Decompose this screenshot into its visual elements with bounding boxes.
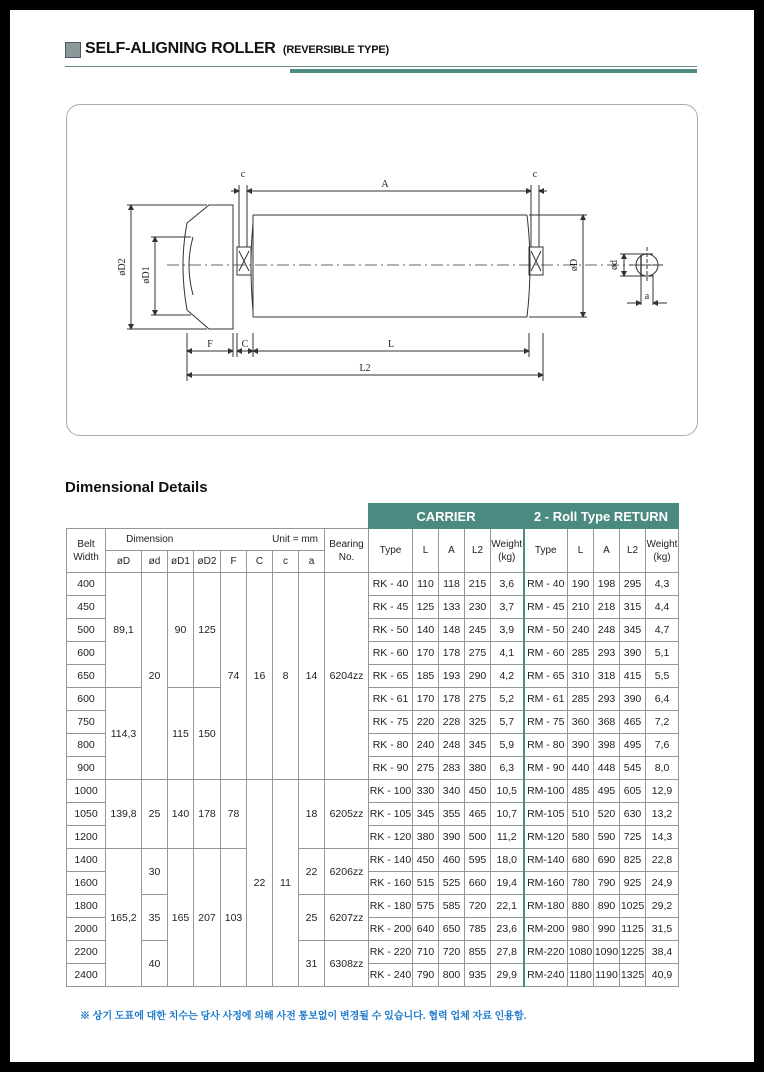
belt-width: 800 [67,734,106,757]
carrier-L2: 380 [465,757,491,780]
return-weight: 8,0 [646,757,679,780]
dim-a: 25 [299,895,325,941]
return-A: 218 [594,596,620,619]
carrier-weight: 6,3 [491,757,524,780]
dim-c: 8 [273,573,299,780]
belt-width: 600 [67,688,106,711]
dimension-table [66,503,679,987]
return-type: RM - 90 [524,757,568,780]
label-D1: øD1 [141,266,152,284]
carrier-weight: 29,9 [491,964,524,987]
dim-d: 35 [142,895,168,941]
return-L: 780 [568,872,594,895]
return-L2: 495 [620,734,646,757]
carrier-weight: 5,9 [491,734,524,757]
header-thin-rule [65,66,697,67]
return-weight: 4,7 [646,619,679,642]
return-type: RM-240 [524,964,568,987]
return-L2: 1025 [620,895,646,918]
carrier-L2: 450 [465,780,491,803]
dim-d: 20 [142,573,168,780]
return-header: 2 - Roll Type RETURN [524,504,679,529]
carrier-A: 178 [439,642,465,665]
return-weight: 4,3 [646,573,679,596]
dim-C: 16 [247,573,273,780]
belt-width: 1800 [67,895,106,918]
return-A: 398 [594,734,620,757]
return-A: 293 [594,688,620,711]
carrier-weight: 3,6 [491,573,524,596]
belt-width: 1000 [67,780,106,803]
return-weight: 31,5 [646,918,679,941]
return-type: RM-220 [524,941,568,964]
belt-width: 650 [67,665,106,688]
carrier-L: 515 [413,872,439,895]
dim-F: 78 [221,780,247,849]
return-type: RM - 50 [524,619,568,642]
carrier-A: 650 [439,918,465,941]
dim-D: 165,2 [106,849,142,987]
return-type: RM - 40 [524,573,568,596]
carrier-L: 170 [413,642,439,665]
carrier-A: 800 [439,964,465,987]
dim-D1: 140 [168,780,194,849]
return-L2: 725 [620,826,646,849]
carrier-A: 248 [439,734,465,757]
dim-D2: 178 [194,780,221,849]
return-L: 510 [568,803,594,826]
return-weight: 22,8 [646,849,679,872]
dim-bearing: 6308zz [325,941,369,987]
carrier-weight: 22,1 [491,895,524,918]
dim-D1: 115 [168,688,194,780]
return-L2: 1125 [620,918,646,941]
col-F: F [221,551,247,573]
col-c: c [273,551,299,573]
carrier-type: RK - 220 [369,941,413,964]
return-weight: 29,2 [646,895,679,918]
return-type: RM-105 [524,803,568,826]
dim-d: 40 [142,941,168,987]
return-type: RM-180 [524,895,568,918]
return-weight: 14,3 [646,826,679,849]
belt-width: 2400 [67,964,106,987]
tapered-end-cap [183,205,233,329]
section-title: Dimensional Details [65,479,208,496]
label-D2: øD2 [117,258,128,276]
label-L2: L2 [359,363,371,374]
carrier-A: 390 [439,826,465,849]
carrier-L2: 595 [465,849,491,872]
return-weight: 13,2 [646,803,679,826]
return-L: 190 [568,573,594,596]
carrier-type: RK - 240 [369,964,413,987]
return-weight: 40,9 [646,964,679,987]
return-L2: 315 [620,596,646,619]
return-A: 520 [594,803,620,826]
belt-width: 1050 [67,803,106,826]
return-type: RM - 80 [524,734,568,757]
return-A: 448 [594,757,620,780]
carrier-weight: 5,2 [491,688,524,711]
carrier-type: RK - 200 [369,918,413,941]
col-C: C [247,551,273,573]
footnote: ※ 상기 도표에 대한 치수는 당사 사정에 의해 사전 통보없이 변경될 수 있습니다. 협력 업체 자료 인용함. [80,1011,527,1022]
carrier-weight: 10,5 [491,780,524,803]
carrier-A: 118 [439,573,465,596]
carrier-L: 330 [413,780,439,803]
col-D: øD [106,551,142,573]
carrier-L: 575 [413,895,439,918]
label-A: A [381,179,389,190]
carrier-L: 790 [413,964,439,987]
belt-width: 900 [67,757,106,780]
return-A: 318 [594,665,620,688]
dim-c: 11 [273,780,299,987]
return-L2: 925 [620,872,646,895]
carrier-weight: 5,7 [491,711,524,734]
carrier-type: RK - 90 [369,757,413,780]
belt-width: 400 [67,573,106,596]
return-weight: 5,5 [646,665,679,688]
carrier-weight: 4,2 [491,665,524,688]
return-type: RM-120 [524,826,568,849]
return-A-header: A [594,529,620,573]
carrier-A: 355 [439,803,465,826]
return-A: 890 [594,895,620,918]
carrier-L: 240 [413,734,439,757]
dim-D2: 207 [194,849,221,987]
carrier-A: 340 [439,780,465,803]
return-type: RM-140 [524,849,568,872]
carrier-type: RK - 61 [369,688,413,711]
belt-width: 1600 [67,872,106,895]
carrier-L2-header: L2 [465,529,491,573]
title-square-icon [65,42,81,58]
carrier-L2: 275 [465,642,491,665]
carrier-L2: 245 [465,619,491,642]
return-A: 368 [594,711,620,734]
return-L2: 825 [620,849,646,872]
label-F: F [207,339,213,350]
carrier-L2: 465 [465,803,491,826]
label-L: L [387,339,395,350]
return-A: 248 [594,619,620,642]
dim-bearing: 6205zz [325,780,369,849]
return-L2: 630 [620,803,646,826]
carrier-L2: 500 [465,826,491,849]
dim-F: 74 [221,573,247,780]
belt-width: 1200 [67,826,106,849]
col-D2: øD2 [194,551,221,573]
return-L: 285 [568,688,594,711]
label-a: a [644,291,650,302]
carrier-L: 185 [413,665,439,688]
label-C: C [241,339,249,350]
return-type: RM - 45 [524,596,568,619]
carrier-L2: 935 [465,964,491,987]
return-L2: 1325 [620,964,646,987]
return-weight: 6,4 [646,688,679,711]
carrier-L: 140 [413,619,439,642]
return-L2: 415 [620,665,646,688]
carrier-A: 133 [439,596,465,619]
belt-width: 600 [67,642,106,665]
return-L: 210 [568,596,594,619]
carrier-L-header: L [413,529,439,573]
carrier-A: 148 [439,619,465,642]
carrier-header: CARRIER [369,504,524,529]
page-title: SELF-ALIGNING ROLLER (REVERSIBLE TYPE) [85,40,389,57]
carrier-A: 460 [439,849,465,872]
carrier-L2: 215 [465,573,491,596]
unit-header: Unit = mm [194,529,325,551]
return-L2: 545 [620,757,646,780]
carrier-weight: 3,7 [491,596,524,619]
carrier-type: RK - 50 [369,619,413,642]
carrier-L2: 230 [465,596,491,619]
carrier-type: RK - 60 [369,642,413,665]
carrier-A: 283 [439,757,465,780]
return-weight: 7,2 [646,711,679,734]
return-L: 285 [568,642,594,665]
return-A: 790 [594,872,620,895]
carrier-A: 193 [439,665,465,688]
carrier-L: 125 [413,596,439,619]
return-A: 293 [594,642,620,665]
carrier-A: 525 [439,872,465,895]
return-L: 390 [568,734,594,757]
carrier-L2: 345 [465,734,491,757]
dim-a: 18 [299,780,325,849]
carrier-weight: 19,4 [491,872,524,895]
return-L: 360 [568,711,594,734]
carrier-A: 585 [439,895,465,918]
belt-width-header: Belt Width [67,529,106,573]
return-L2-header: L2 [620,529,646,573]
carrier-weight: 27,8 [491,941,524,964]
dim-bearing: 6206zz [325,849,369,895]
return-weight: 24,9 [646,872,679,895]
return-L2: 390 [620,642,646,665]
carrier-weight: 10,7 [491,803,524,826]
carrier-type: RK - 65 [369,665,413,688]
carrier-A-header: A [439,529,465,573]
return-L: 240 [568,619,594,642]
carrier-weight: 18,0 [491,849,524,872]
return-type: RM-160 [524,872,568,895]
carrier-type: RK - 180 [369,895,413,918]
carrier-type: RK - 100 [369,780,413,803]
return-L2: 605 [620,780,646,803]
carrier-L: 345 [413,803,439,826]
carrier-type: RK - 120 [369,826,413,849]
return-L: 980 [568,918,594,941]
belt-width: 450 [67,596,106,619]
carrier-L: 170 [413,688,439,711]
technical-drawing [66,104,698,436]
carrier-A: 228 [439,711,465,734]
carrier-L: 220 [413,711,439,734]
return-A: 1190 [594,964,620,987]
dim-a: 22 [299,849,325,895]
label-D: øD [569,258,580,272]
return-L2: 295 [620,573,646,596]
carrier-L: 380 [413,826,439,849]
carrier-type: RK - 40 [369,573,413,596]
return-L: 440 [568,757,594,780]
col-D1: øD1 [168,551,194,573]
dim-a: 31 [299,941,325,987]
dim-C: 22 [247,780,273,987]
return-A: 590 [594,826,620,849]
return-A: 990 [594,918,620,941]
return-L: 310 [568,665,594,688]
carrier-weight: 23,6 [491,918,524,941]
return-L: 680 [568,849,594,872]
return-A: 690 [594,849,620,872]
carrier-weight-header: Weight (kg) [491,529,524,573]
return-A: 198 [594,573,620,596]
carrier-weight: 4,1 [491,642,524,665]
carrier-L2: 785 [465,918,491,941]
dim-d: 25 [142,780,168,849]
return-L-header: L [568,529,594,573]
return-L: 1080 [568,941,594,964]
return-type-header: Type [524,529,568,573]
return-A: 1090 [594,941,620,964]
carrier-L2: 855 [465,941,491,964]
dim-D2: 150 [194,688,221,780]
dim-D1: 90 [168,573,194,688]
carrier-L2: 325 [465,711,491,734]
carrier-L: 450 [413,849,439,872]
carrier-type: RK - 75 [369,711,413,734]
return-weight: 38,4 [646,941,679,964]
dim-a: 14 [299,573,325,780]
roller-drawing-svg [67,105,697,435]
return-A: 495 [594,780,620,803]
bearing-header: Bearing No. [325,529,369,573]
return-type: RM - 75 [524,711,568,734]
return-weight: 5,1 [646,642,679,665]
label-d: ød [609,260,620,270]
return-type: RM-200 [524,918,568,941]
dim-bearing: 6207zz [325,895,369,941]
carrier-L: 710 [413,941,439,964]
belt-width: 2000 [67,918,106,941]
dimension-header: Dimension [106,529,194,551]
carrier-type: RK - 80 [369,734,413,757]
return-L2: 465 [620,711,646,734]
carrier-type: RK - 105 [369,803,413,826]
carrier-L: 110 [413,573,439,596]
carrier-L2: 660 [465,872,491,895]
belt-width: 500 [67,619,106,642]
header-thick-rule [290,69,697,73]
dim-D1: 165 [168,849,194,987]
return-type: RM - 65 [524,665,568,688]
carrier-type: RK - 160 [369,872,413,895]
return-L2: 345 [620,619,646,642]
return-L2: 390 [620,688,646,711]
carrier-type-header: Type [369,529,413,573]
col-d: ød [142,551,168,573]
catalog-page [10,10,754,1062]
carrier-L: 275 [413,757,439,780]
belt-width: 750 [67,711,106,734]
carrier-L2: 275 [465,688,491,711]
return-L: 580 [568,826,594,849]
carrier-A: 178 [439,688,465,711]
belt-width: 1400 [67,849,106,872]
dim-D: 89,1 [106,573,142,688]
carrier-L2: 290 [465,665,491,688]
col-a: a [299,551,325,573]
dim-D: 114,3 [106,688,142,780]
dim-bearing: 6204zz [325,573,369,780]
dim-D: 139,8 [106,780,142,849]
return-weight-header: Weight (kg) [646,529,679,573]
return-type: RM - 61 [524,688,568,711]
return-weight: 12,9 [646,780,679,803]
label-c-left: c [240,169,246,180]
return-L: 880 [568,895,594,918]
dim-F: 103 [221,849,247,987]
dim-D2: 125 [194,573,221,688]
carrier-type: RK - 140 [369,849,413,872]
belt-width: 2200 [67,941,106,964]
label-c-right: c [532,169,538,180]
return-weight: 4,4 [646,596,679,619]
return-L: 1180 [568,964,594,987]
page-subtitle: (REVERSIBLE TYPE) [282,44,389,56]
carrier-L2: 720 [465,895,491,918]
return-type: RM - 60 [524,642,568,665]
carrier-A: 720 [439,941,465,964]
carrier-weight: 11,2 [491,826,524,849]
return-L: 485 [568,780,594,803]
return-type: RM-100 [524,780,568,803]
carrier-weight: 3,9 [491,619,524,642]
carrier-L: 640 [413,918,439,941]
dim-d: 30 [142,849,168,895]
carrier-type: RK - 45 [369,596,413,619]
return-L2: 1225 [620,941,646,964]
return-weight: 7,6 [646,734,679,757]
